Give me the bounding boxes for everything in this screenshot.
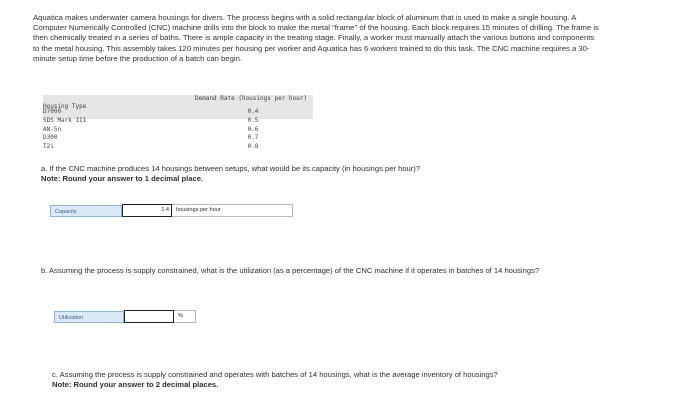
cell-housing-type: D7000 bbox=[43, 108, 62, 115]
question-c-note: Note: Round your answer to 2 decimal places. bbox=[52, 379, 219, 389]
table-body bbox=[43, 108, 313, 152]
question-a-note: Note: Round your answer to 1 decimal place. bbox=[41, 173, 204, 183]
table-row bbox=[43, 117, 313, 126]
cell-housing-type: AN-5n bbox=[43, 125, 62, 133]
cell-demand-rate: 0.6 bbox=[247, 125, 259, 133]
capacity-unit: housings per hour bbox=[172, 204, 293, 217]
cell-housing-type: D300 bbox=[43, 134, 58, 142]
utilization-label: Utilization bbox=[54, 311, 124, 323]
capacity-label: Capacity bbox=[50, 205, 122, 217]
utilization-answer-row bbox=[54, 310, 196, 323]
cell-demand-rate: 0.8 bbox=[247, 143, 259, 151]
cell-demand-rate: 0.7 bbox=[247, 134, 259, 142]
table-row bbox=[43, 134, 313, 143]
cell-demand-rate: 0.4 bbox=[247, 108, 259, 115]
utilization-unit: % bbox=[174, 310, 196, 323]
question-c bbox=[52, 370, 612, 390]
column-header-demand-rate: Demand Rate (housings per hour) bbox=[195, 95, 307, 102]
table-row bbox=[43, 126, 313, 135]
capacity-input[interactable]: 1.4 bbox=[122, 204, 172, 217]
utilization-input[interactable] bbox=[124, 310, 174, 323]
question-b bbox=[41, 266, 621, 276]
cell-demand-rate: 0.5 bbox=[247, 116, 259, 124]
column-header-housing-type: Housing Type bbox=[43, 103, 87, 110]
question-b-text: b. Assuming the process is supply constrained, what is the utilization (as a percentage) of the CNC machine if it operates in batches of 14 housings? bbox=[41, 266, 540, 275]
capacity-answer-row bbox=[50, 204, 293, 217]
question-a-text: a. If the CNC machine produces 14 housings between setups, what would be its capacity (in housings per hour)? bbox=[41, 164, 421, 173]
problem-text: Aquatica makes underwater camera housings for divers. The process begins with a solid rectangular block of aluminum that is used to make a single housing. A Computer Numerically Controlled (CNC) machine drills into the block to make the metal "frame" of the housing. Each block requires 15 minutes of drilling. The frame is then chemically treated in a series of baths. There is ample capacity in the treating stage. Finally, a worker must manually attach the various buttons and components to the metal housing. This assembly takes 120 minutes per housing per worker and Aquatica has 6 workers trained to do this task. The CNC machine requires a 30-minute setup time before the production of a batch can begin. bbox=[33, 13, 599, 63]
cell-housing-type: T2i bbox=[43, 143, 54, 151]
cell-housing-type: 5DS Mark III bbox=[43, 116, 87, 124]
question-a bbox=[41, 164, 601, 184]
problem-statement bbox=[33, 13, 601, 64]
question-c-text: c. Assuming the process is supply constrained and operates with batches of 14 housings, what is the average inventory of housings? bbox=[52, 370, 498, 379]
table-row bbox=[43, 108, 313, 117]
table-row bbox=[43, 143, 313, 152]
